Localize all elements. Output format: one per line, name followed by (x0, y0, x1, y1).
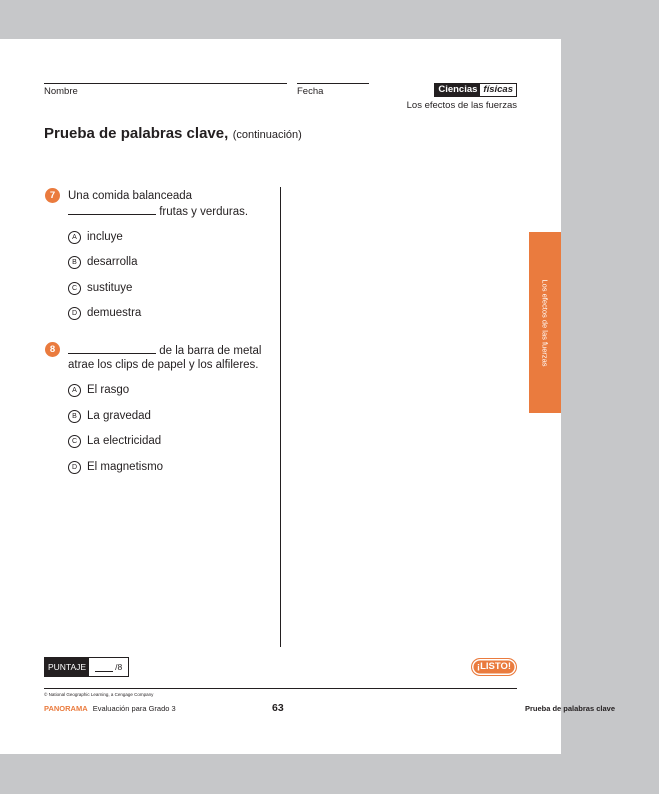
question-number-badge: 7 (45, 188, 60, 203)
question-7-line1: Una comida balanceada (68, 190, 193, 202)
score-label: PUNTAJE (45, 658, 89, 676)
name-label: Nombre (44, 86, 78, 97)
score-box (44, 657, 129, 677)
option-text: sustituye (87, 282, 133, 294)
side-tab-label: Los efectos de las fuerzas (540, 278, 550, 367)
option-bubble[interactable]: D (68, 307, 81, 320)
option-text: demuestra (87, 307, 142, 319)
question-7-line2-text: frutas y verduras. (159, 206, 249, 218)
copyright: © National Geographic Learning, a Cengage Company (44, 692, 154, 697)
option-bubble[interactable]: D (68, 461, 81, 474)
answer-option[interactable] (68, 383, 129, 397)
footer-title: Prueba de palabras clave (524, 704, 615, 713)
score-total: /8 (115, 662, 123, 672)
date-label: Fecha (297, 86, 324, 97)
option-text: incluye (87, 231, 123, 243)
series-name: Evaluación para Grado 3 (92, 704, 176, 713)
page-title (44, 125, 302, 143)
option-bubble[interactable]: C (68, 435, 81, 448)
page-number: 63 (272, 702, 284, 714)
question-number-badge: 8 (45, 342, 60, 357)
answer-option[interactable] (68, 255, 138, 269)
option-text: La electricidad (87, 435, 162, 447)
brand-name: PANORAMA (44, 704, 88, 713)
option-text: El magnetismo (87, 461, 164, 473)
answer-option[interactable] (68, 434, 161, 448)
subject-part2: físicas (483, 84, 513, 95)
option-bubble[interactable]: B (68, 256, 81, 269)
option-bubble[interactable]: C (68, 282, 81, 295)
score-blank[interactable] (95, 662, 113, 672)
option-text: La gravedad (87, 410, 151, 422)
option-text: El rasgo (87, 384, 130, 396)
side-section-tab (529, 232, 561, 413)
score-value[interactable] (89, 658, 128, 676)
answer-option[interactable] (68, 409, 151, 423)
date-line[interactable] (297, 83, 369, 84)
answer-blank (68, 204, 156, 215)
unit-title: Los efectos de las fuerzas (406, 100, 517, 111)
column-divider (280, 187, 281, 647)
question-8-line1 (68, 343, 262, 359)
footer-divider (44, 688, 517, 689)
worksheet-page (0, 39, 561, 754)
answer-option[interactable] (68, 460, 163, 474)
subject-badge (434, 83, 517, 97)
listo-badge: ¡LISTO! (471, 658, 517, 676)
question-7-line2 (68, 204, 248, 220)
question-8-line1-text: de la barra de metal (159, 345, 262, 357)
option-bubble[interactable]: A (68, 384, 81, 397)
option-bubble[interactable]: B (68, 410, 81, 423)
answer-option[interactable] (68, 281, 132, 295)
page-title-bold: Prueba de palabras clave, (44, 125, 229, 142)
option-text: desarrolla (87, 256, 138, 268)
option-bubble[interactable]: A (68, 231, 81, 244)
page-title-normal: (continuación) (232, 129, 302, 141)
footer-series (44, 704, 176, 713)
name-line[interactable] (44, 83, 287, 84)
answer-option[interactable] (68, 306, 141, 320)
question-8-line2: atrae los clips de papel y los alfileres. (68, 359, 259, 371)
answer-blank (68, 343, 156, 354)
answer-option[interactable] (68, 230, 123, 244)
subject-part1: Ciencias (435, 84, 480, 96)
